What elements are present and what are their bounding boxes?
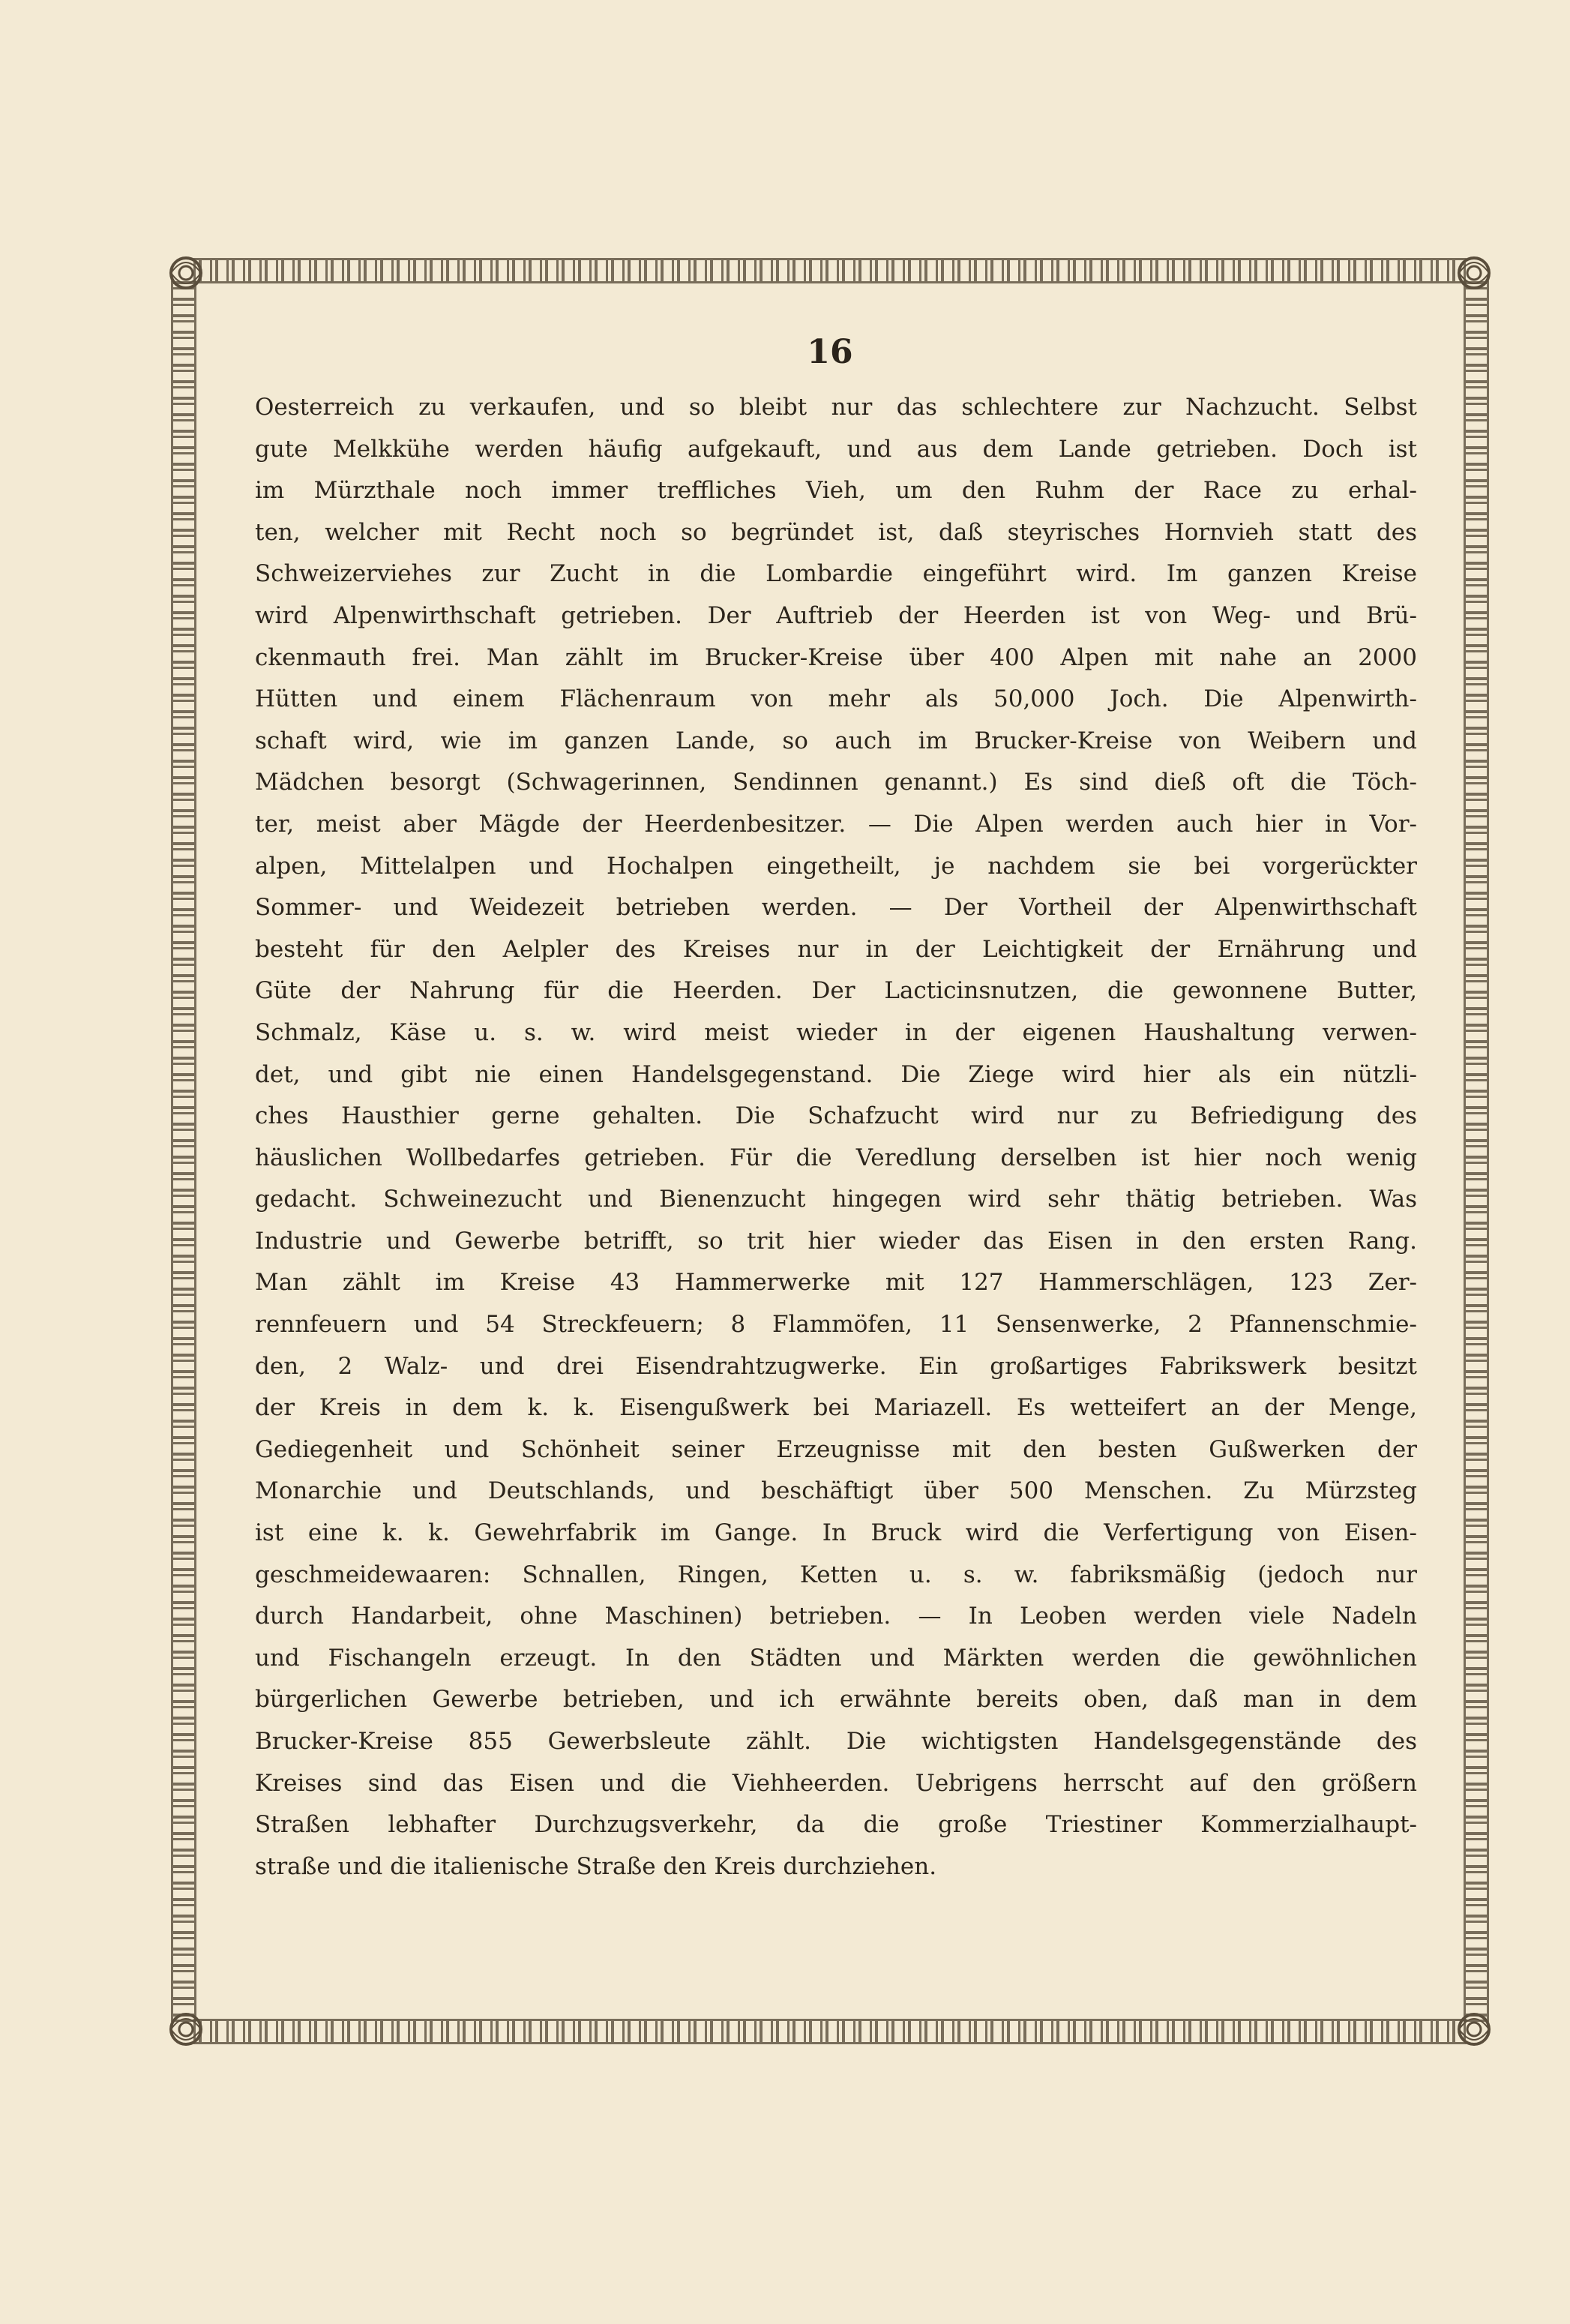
text-line: besteht für den Aelpler des Kreises nur in der Leichtigkeit der Ernährung und xyxy=(255,935,1417,963)
ornament-border-bottom xyxy=(193,2019,1467,2044)
text-line: Güte der Nahrung für die Heerden. Der Lacticinsnutzen, die gewonnene Butter, xyxy=(255,977,1417,1005)
text-line: det, und gibt nie einen Handelsgegenstand. Die Ziege wird hier als ein nützli- xyxy=(255,1060,1417,1088)
text-line: Mädchen besorgt (Schwagerinnen, Sendinnen genannt.) Es sind dieß oft die Töch- xyxy=(255,769,1417,796)
text-line: den, 2 Walz- und drei Eisendrahtzugwerke. Ein großartiges Fabrikswerk besitzt xyxy=(255,1352,1417,1380)
corner-ornament-icon xyxy=(1453,2008,1495,2050)
text-line: häuslichen Wollbedarfes getrieben. Für die Veredlung derselben ist hier noch wenig xyxy=(255,1144,1417,1171)
text-line: wird Alpenwirthschaft getrieben. Der Auftrieb der Heerden ist von Weg- und Brü- xyxy=(255,601,1417,629)
text-line: Sommer- und Weidezeit betrieben werden. — Der Vortheil der Alpenwirthschaft xyxy=(255,894,1417,922)
text-line: Schweizerviehes zur Zucht in die Lombardie eingeführt wird. Im ganzen Kreise xyxy=(255,560,1417,588)
text-line: ist eine k. k. Gewehrfabrik im Gange. In Bruck wird die Verfertigung von Eisen- xyxy=(255,1519,1417,1547)
text-line: Gediegenheit und Schönheit seiner Erzeugnisse mit den besten Gußwerken der xyxy=(255,1435,1417,1463)
text-line: geschmeidewaaren: Schnallen, Ringen, Ketten u. s. w. fabriksmäßig (jedoch nur xyxy=(255,1561,1417,1588)
ornament-border-top xyxy=(193,258,1467,283)
text-line: Hütten und einem Flächenraum von mehr als 50,000 Joch. Die Alpenwirth- xyxy=(255,685,1417,713)
text-line: gute Melkkühe werden häufig aufgekauft, und aus dem Lande getrieben. Doch ist xyxy=(255,435,1417,463)
ornament-border-left xyxy=(171,280,196,2022)
text-line: und Fischangeln erzeugt. In den Städten und Märkten werden die gewöhnlichen xyxy=(255,1644,1417,1672)
text-line: Straßen lebhafter Durchzugsverkehr, da die große Triestiner Kommerzialhaupt- xyxy=(255,1811,1417,1839)
text-line: Brucker-Kreise 855 Gewerbsleute zählt. Die wichtigsten Handelsgegenstände des xyxy=(255,1728,1417,1755)
corner-ornament-icon xyxy=(1453,252,1495,294)
text-line: ten, welcher mit Recht noch so begründet ist, daß steyrisches Hornvieh statt des xyxy=(255,518,1417,546)
text-line: ches Hausthier gerne gehalten. Die Schafzucht wird nur zu Befriedigung des xyxy=(255,1102,1417,1130)
text-line: Kreises sind das Eisen und die Viehheerden. Uebrigens herrscht auf den größern xyxy=(255,1769,1417,1797)
text-line: gedacht. Schweinezucht und Bienenzucht hingegen wird sehr thätig betrieben. Was xyxy=(255,1186,1417,1213)
text-line: ter, meist aber Mägde der Heerdenbesitzer. — Die Alpen werden auch hier in Vor- xyxy=(255,810,1417,838)
ornamental-frame xyxy=(171,258,1489,2044)
body-text xyxy=(255,387,1417,2007)
text-line: Monarchie und Deutschlands, und beschäftigt über 500 Menschen. Zu Mürzsteg xyxy=(255,1477,1417,1505)
text-line: straße und die italienische Straße den Kreis durchziehen. xyxy=(255,1852,937,1880)
text-line: der Kreis in dem k. k. Eisengußwerk bei Mariazell. Es wetteifert an der Menge, xyxy=(255,1394,1417,1422)
page-number: 16 xyxy=(807,333,853,371)
text-line: Man zählt im Kreise 43 Hammerwerke mit 127 Hammerschlägen, 123 Zer- xyxy=(255,1269,1417,1297)
text-line: im Mürzthale noch immer treffliches Vieh, um den Ruhm der Race zu erhal- xyxy=(255,477,1417,505)
corner-ornament-icon xyxy=(165,252,207,294)
text-line: alpen, Mittelalpen und Hochalpen eingetheilt, je nachdem sie bei vorgerückter xyxy=(255,852,1417,880)
text-line: Industrie und Gewerbe betrifft, so trit hier wieder das Eisen in den ersten Rang. xyxy=(255,1227,1417,1255)
text-line: durch Handarbeit, ohne Maschinen) betrieben. — In Leoben werden viele Nadeln xyxy=(255,1603,1417,1630)
corner-ornament-icon xyxy=(165,2008,207,2050)
text-line: ckenmauth frei. Man zählt im Brucker-Kreise über 400 Alpen mit nahe an 2000 xyxy=(255,643,1417,671)
text-line: bürgerlichen Gewerbe betrieben, und ich erwähnte bereits oben, daß man in dem xyxy=(255,1686,1417,1714)
text-line: schaft wird, wie im ganzen Lande, so auch im Brucker-Kreise von Weibern und xyxy=(255,727,1417,754)
text-line: Schmalz, Käse u. s. w. wird meist wieder in der eigenen Haushaltung verwen- xyxy=(255,1018,1417,1046)
text-line: Oesterreich zu verkaufen, und so bleibt nur das schlechtere zur Nachzucht. Selbst xyxy=(255,394,1417,421)
text-line: rennfeuern und 54 Streckfeuern; 8 Flammöfen, 11 Sensenwerke, 2 Pfannenschmie- xyxy=(255,1311,1417,1339)
ornament-border-right xyxy=(1464,280,1489,2022)
